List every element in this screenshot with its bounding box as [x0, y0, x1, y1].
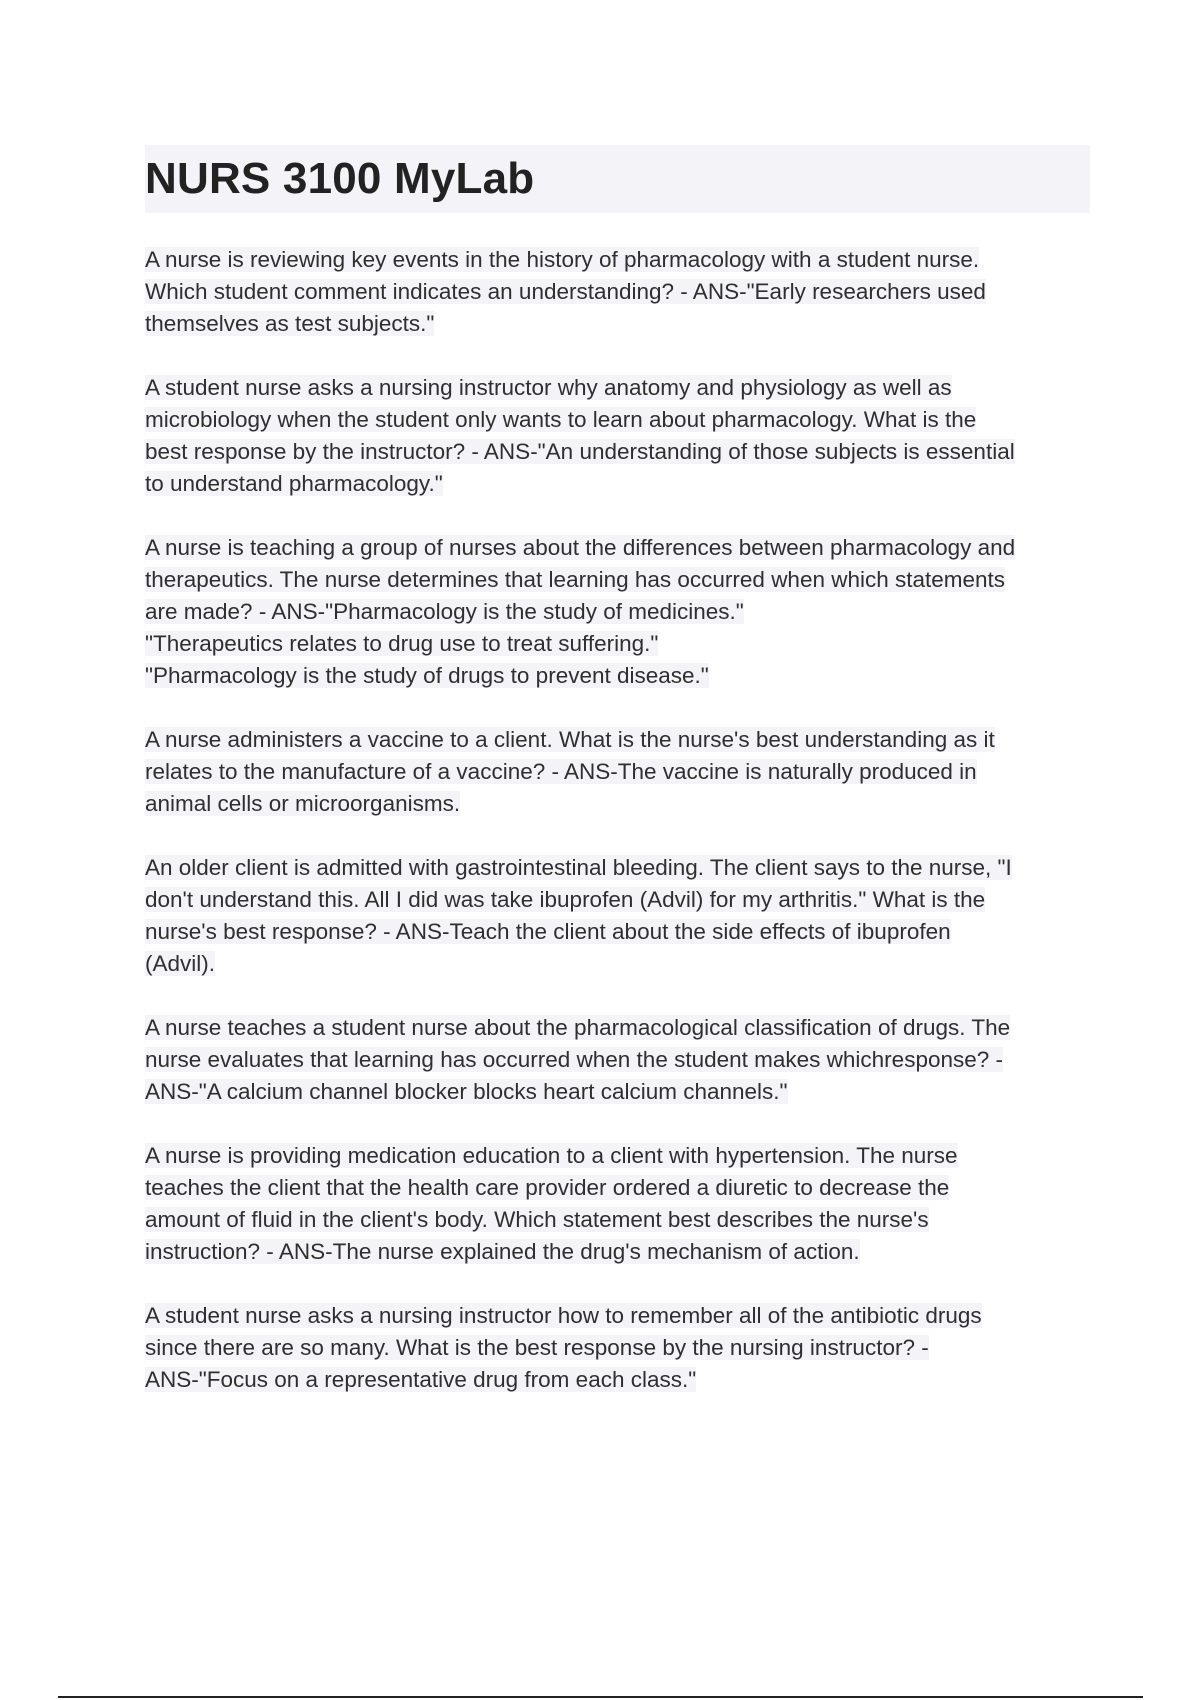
qa-line: microbiology when the student only wants to learn about pharmacology. What is the: [145, 407, 977, 432]
qa-line: teaches the client that the health care provider ordered a diuretic to decrease the: [145, 1175, 950, 1200]
qa-line: don't understand this. All I did was take ibuprofen (Advil) for my arthritis." What is the: [145, 887, 986, 912]
footer-divider: [58, 1696, 1143, 1698]
qa-line: A nurse administers a vaccine to a client. What is the nurse's best understanding as it: [145, 727, 995, 752]
qa-line: A student nurse asks a nursing instructor how to remember all of the antibiotic drugs: [145, 1303, 982, 1328]
qa-line: A student nurse asks a nursing instructor why anatomy and physiology as well as: [145, 375, 952, 400]
qa-item: [145, 1140, 1090, 1268]
title-banner: [145, 145, 1090, 213]
qa-line: since there are so many. What is the best response by the nursing instructor? -: [145, 1335, 929, 1360]
qa-item: [145, 372, 1090, 500]
qa-line: A nurse teaches a student nurse about the pharmacological classification of drugs. The: [145, 1015, 1011, 1040]
qa-line: therapeutics. The nurse determines that learning has occurred when which statements: [145, 567, 1006, 592]
qa-line: nurse evaluates that learning has occurred when the student makes whichresponse? -: [145, 1047, 1003, 1072]
qa-line: A nurse is teaching a group of nurses about the differences between pharmacology and: [145, 535, 1016, 560]
qa-line: themselves as test subjects.": [145, 311, 435, 336]
page-title: NURS 3100 MyLab: [145, 154, 535, 203]
qa-line: animal cells or microorganisms.: [145, 791, 461, 816]
qa-line: A nurse is reviewing key events in the history of pharmacology with a student nurse.: [145, 247, 980, 272]
qa-line: ANS-"A calcium channel blocker blocks heart calcium channels.": [145, 1079, 788, 1104]
qa-line: are made? - ANS-"Pharmacology is the study of medicines.": [145, 599, 744, 624]
qa-item: [145, 244, 1090, 340]
qa-line: An older client is admitted with gastrointestinal bleeding. The client says to the nurse, "I: [145, 855, 1012, 880]
qa-line: nurse's best response? - ANS-Teach the client about the side effects of ibuprofen: [145, 919, 951, 944]
qa-line: relates to the manufacture of a vaccine? - ANS-The vaccine is naturally produced in: [145, 759, 977, 784]
qa-line: "Pharmacology is the study of drugs to prevent disease.": [145, 663, 709, 688]
qa-line: to understand pharmacology.": [145, 471, 443, 496]
qa-line: instruction? - ANS-The nurse explained the drug's mechanism of action.: [145, 1239, 860, 1264]
qa-line: amount of fluid in the client's body. Which statement best describes the nurse's: [145, 1207, 929, 1232]
qa-line: Which student comment indicates an understanding? - ANS-"Early researchers used: [145, 279, 986, 304]
qa-line: best response by the instructor? - ANS-"An understanding of those subjects is essential: [145, 439, 1015, 464]
qa-item: [145, 532, 1090, 692]
qa-list: [145, 244, 1090, 1428]
qa-line: A nurse is providing medication education to a client with hypertension. The nurse: [145, 1143, 958, 1168]
qa-item: [145, 1300, 1090, 1396]
qa-item: [145, 852, 1090, 980]
qa-line: (Advil).: [145, 951, 216, 976]
qa-item: [145, 1012, 1090, 1108]
qa-line: ANS-"Focus on a representative drug from each class.": [145, 1367, 697, 1392]
qa-line: "Therapeutics relates to drug use to treat suffering.": [145, 631, 659, 656]
qa-item: [145, 724, 1090, 820]
